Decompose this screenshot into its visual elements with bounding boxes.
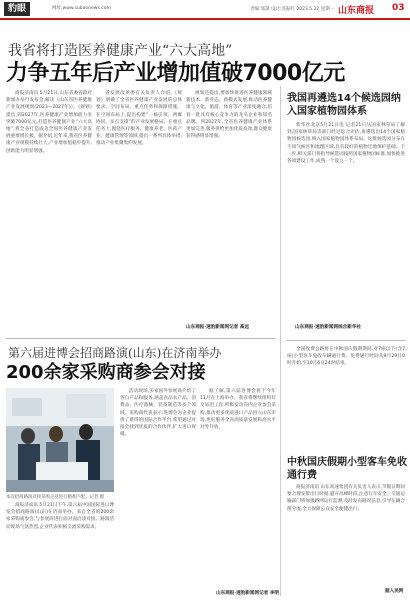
- article4-paragraph-1: 商报济南讯 5月21日下午,第六届中国国际进口博览会招商路演(山东)在济南举办。来自全省的200余家采购商参会,与参展商进行面对面洽谈对接。路演活动现场气氛热烈,企业代表积极交流采购需求。: [6, 503, 114, 530]
- article4-title: 200余家采购商参会对接: [6, 362, 206, 383]
- section-divider-left: [6, 338, 276, 339]
- article1-column-1: [6, 90, 92, 305]
- masthead-site: 网址:www.subaonews.com: [52, 6, 111, 11]
- section-divider-right: [287, 340, 405, 341]
- article3-title: 中秋国庆假期小型客车免收通行费: [287, 457, 407, 481]
- masthead: [0, 0, 410, 20]
- article1-title: 力争五年后产业增加值破7000亿元: [6, 61, 345, 86]
- article4-source: 山东商报·速豹新闻网记者 李明: [216, 591, 280, 596]
- article4-column-1: [6, 502, 114, 598]
- article4-paragraph-2: 活动现场,多家国外参展商介绍了各自产品和服务,涵盖食品农产品、消费品、医疗器械、装备制造等多个领域。采购商代表表示,进博会为企业提供了难得的国际合作平台,希望通过对接会找到优质的合作伙伴,扩大进口规模。: [120, 389, 196, 438]
- article1-paragraph-1: 商报济南讯 5月21日,山东省委省政府新闻办举行发布会,解读《山东省医养健康产业发展规划(2023—2027年)》。《规划》提出,到2027年,医养健康产业增加值力争突破7000亿元,打造医养健康产业“六大高地”,将全省打造成为全国医养健康产业发展重要增长极。据介绍,近年来,我省医养健康产业规模持续壮大,产业增加值稳步提升,创新能力明显增强。: [6, 91, 92, 154]
- article2-body: [287, 122, 405, 332]
- article2-title: 我国再遴选14个候选园纳入国家植物园体系: [287, 93, 401, 117]
- article1-paragraph-3: 规划还提出,要加快推进医养健康领域新技术、新业态、新模式发展,推动医养健康与文化、旅游、体育等产业深度融合,培育一批具有核心竞争力的龙头企业和知名品牌。到2027年,全省医养健康产业体系更加完善,服务供给更加优质高效,群众健康获得感明显增强。: [186, 91, 272, 140]
- article2-source: 山东商报·速豹新闻网综合新华社: [295, 325, 362, 330]
- masthead-logo: 豹眼: [4, 2, 30, 16]
- article1-subtitle: 我省将打造医养健康产业“六大高地”: [8, 43, 233, 59]
- masthead-page-number: 03: [392, 3, 405, 13]
- article1-source: 山东商报·速豹新闻网记者 高远: [186, 325, 250, 330]
- article3-source: 据人民网: [385, 589, 404, 594]
- article1-column-2: [96, 90, 182, 305]
- article4-column-2: [120, 388, 196, 598]
- masthead-paper-name: 山东商报: [338, 6, 375, 16]
- masthead-info: 责编:邹黛 设计:苏振红 2023.5.22 星期一: [250, 7, 335, 12]
- article3-paragraph: 商报济南讯 山东高速集团有关负责人表示,节假日期间要合理安排出行时间,避开高峰时段,注意行车安全。交通运输部门将加强路网运行监测,及时发布路况信息,引导车辆合理分流,全力保障公众安全便捷出行。: [287, 485, 405, 512]
- article4-column-3: [200, 388, 276, 588]
- article3-body: [287, 484, 405, 588]
- news-photo: [6, 388, 114, 492]
- article3-intro-paragraph: 全国收费公路将在中秋国庆假期期间,对7座以下(含7座)小型客车免收车辆通行费。免费通行时间从9月29日0时开始,至10月6日24时结束。: [287, 347, 405, 367]
- photo-caption: 本次招商路演对接采购企业进行精准匹配。记者 摄: [6, 495, 104, 500]
- article3-intro: [287, 346, 405, 450]
- article1-column-3: [186, 90, 272, 330]
- article1-paragraph-2: 省发展改革委有关负责人介绍,《规划》明确了全省医养健康产业发展的总体要求、空间布局、重点任务和保障措施。在空间布局上,提出构建“一核引领、两翼协同、多点支撑”的产业发展格局。在重点任务上,围绕医疗服务、健康养老、医药产业、健康管理等领域,提出一系列具体举措,推动产业集聚集约发展。: [96, 91, 182, 147]
- article4-paragraph-3: 据了解,第六届进博会将于今年11月在上海举办。我省将继续组织好交易团工作,积极发动省内企业参会采购,推动更多优质进口产品进入山东市场,更好服务全省高质量发展和高水平对外开放。: [200, 389, 276, 431]
- article2-paragraph: 新华社北京5月21日电 记者21日从国家林草局了解到,国家林草局等部门经过综合评估,再遴选出14个国家植物园候选园,纳入国家植物园体系布局。这批候选园分布在不同气候区和地理区域,具有较好的植物迁地保护基础。下一步,相关部门将指导候选园按照国家植物园标准,加快推进各项建设工作,成熟一个设立一个。: [287, 123, 405, 165]
- column-divider: [280, 86, 281, 596]
- article4-subtitle: 第六届进博会招商路演(山东)在济南举办: [8, 346, 222, 360]
